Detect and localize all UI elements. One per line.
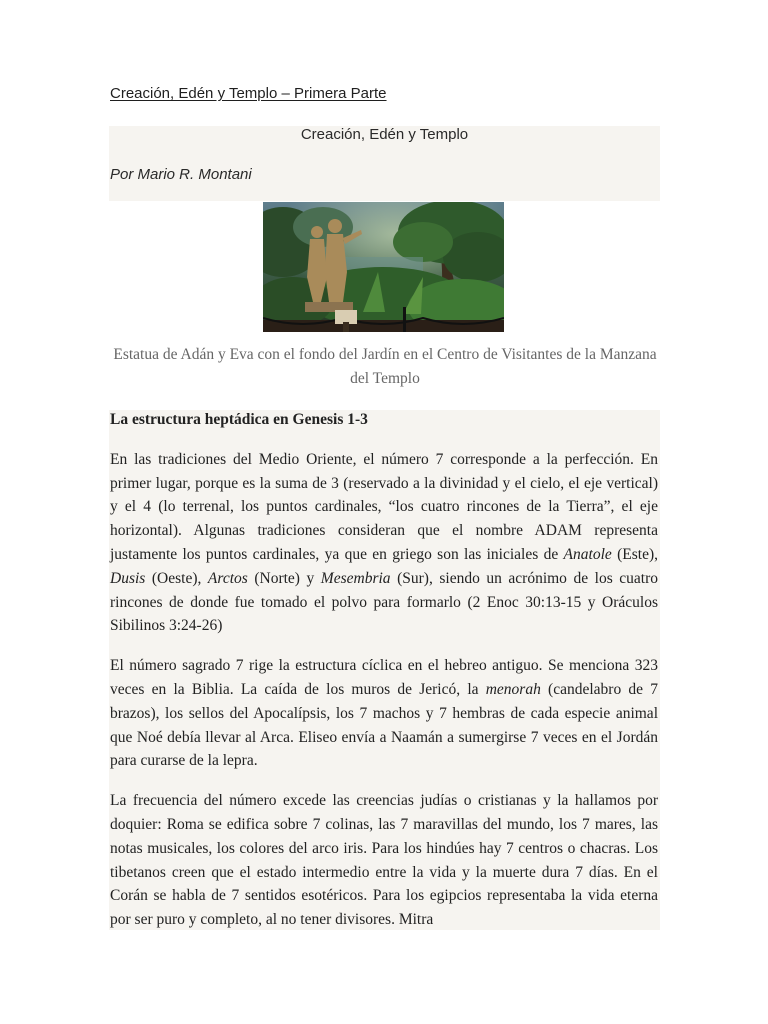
article-header [109, 126, 660, 201]
photo-caption: Estatua de Adán y Eva con el fondo del Jardín en el Centro de Visitantes de la Manzana del Templo [113, 346, 657, 387]
section-heading: La estructura heptádica en Genesis 1-3 [110, 411, 368, 428]
paragraph-1: En las tradiciones del Medio Oriente, el número 7 corresponde a la perfección. En primer lugar, porque es la suma de 3 (reservado a la divinidad y el cielo, el eje vertical) y el 4 (lo terrenal, los puntos cardinales, “los cuatro rincones de la Tierra”, el eje horizontal). Algunas tradiciones consideran que el nombre ADAM representa justamente los puntos cardinales, ya que en griego son las iniciales de Anatole (Este), Dusis (Oeste), Arctos (Norte) y Mesembria (Sur), siendo un acrónimo de los cuatro rincones de donde fue tomado el polvo para formarlo (2 Enoc 30:13-15 y Oráculos Sibilinos 3:24-26) [110, 450, 658, 635]
article-author: Por Mario R. Montani [110, 166, 252, 183]
article-body [110, 408, 658, 948]
document-title[interactable]: Creación, Edén y Templo – Primera Parte [110, 85, 387, 102]
article-title: Creación, Edén y Templo [300, 126, 469, 143]
adam-eve-statue-photo [263, 202, 504, 332]
paragraph-3: La frecuencia del número excede las creencias judías o cristianas y la hallamos por doquier: Roma se edifica sobre 7 colinas, las 7 maravillas del mundo, los 7 mares, las notas musicales, los colores del arco iris. Para los hindúes hay 7 centros o chacras. Los tibetanos creen que el estado intermedio entre la vida y la muerte dura 7 días. En el Corán se habla de 7 sentidos esotéricos. Para los egipcios representaba la vida eterna por ser puro y completo, al no tener divisores. Mitra [110, 792, 658, 929]
paragraph-2: El número sagrado 7 rige la estructura cíclica en el hebreo antiguo. Se menciona 323 veces en la Biblia. La caída de los muros de Jericó, la menorah (candelabro de 7 brazos), los sellos del Apocalípsis, los 7 machos y 7 hembras de cada especie animal que Noé debía llevar al Arca. Eliseo envía a Naamán a sumergirse 7 veces en el Jordán para curarse de la lepra. [110, 657, 658, 770]
